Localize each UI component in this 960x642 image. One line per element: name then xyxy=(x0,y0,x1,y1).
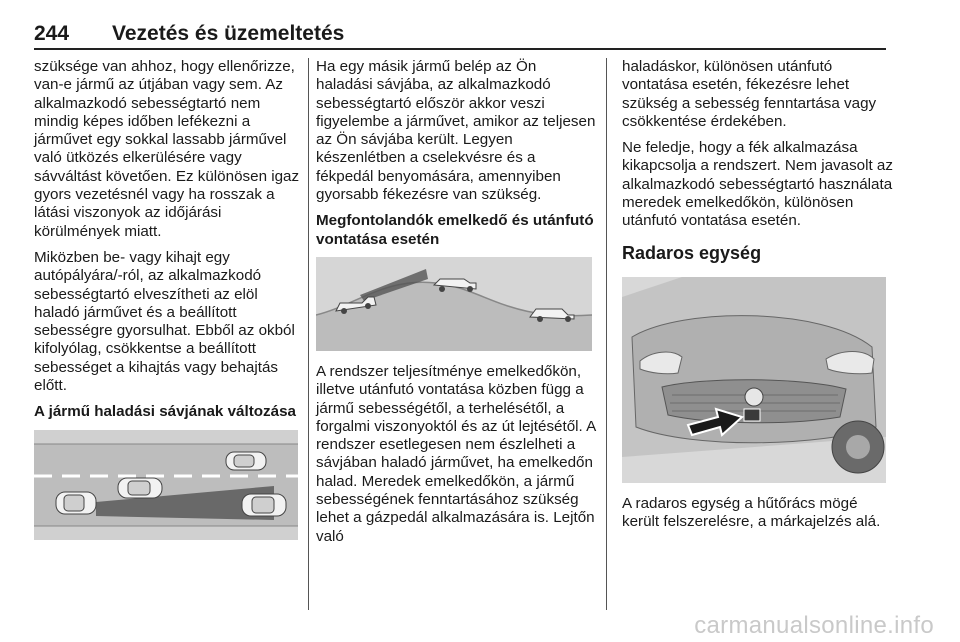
car-merging-icon xyxy=(118,478,162,498)
paragraph: Ne feledje, hogy a fék alkalmazása kikapcsolja a rendszert. Nem javasolt az alkalmazkodó sebességtartó használata meredek emelkedőkön, különösen utánfutó vontatása esetén. xyxy=(622,139,893,230)
page-header xyxy=(34,18,886,48)
paragraph: A radaros egység a hűtőrács mögé került felszerelésre, a márkajelzés alá. xyxy=(622,494,881,530)
header-divider xyxy=(34,48,886,50)
paragraph: szüksége van ahhoz, hogy ellenőrizze, van-e jármű az útjában vagy sem. Az alkalmazkodó sebességtartó nem mindig képes időben lefékezni a járművet egy sokkal lassabb járművel való ütközés elkerülésére vagy sávváltást követően. Ez különösen igaz gyors vezetésnél vagy ha rosszak a látási viszonyok az időjárási körülmények miatt. xyxy=(34,58,300,240)
page-number: 244 xyxy=(34,22,70,45)
car-own-icon xyxy=(56,492,96,514)
radar-unit-illustration xyxy=(622,277,886,483)
subheading-hills-trailer: Megfontolandók emelkedő és utánfutó vontatása esetén xyxy=(316,212,594,248)
column-left xyxy=(34,58,300,552)
column-right xyxy=(622,58,894,539)
lane-change-illustration xyxy=(34,430,298,540)
paragraph: A rendszer teljesítménye emelkedőkön, illetve utánfutó vontatása közben függ a jármű sebességétől, a terhelésétől, a forgalmi viszonyoktól és az út lejtésétől. A rendszer esetlegesen nem észlelheti a sávjában haladó járművet, ha emelkedőn halad. Meredek emelkedőkön, a jármű sebességének fenntartásához szükség lehet a gázpedál alkalmazására is. Lejtőn való xyxy=(316,362,596,545)
paragraph: Miközben be- vagy kihajt egy autópályára/-ról, az alkalmazkodó sebességtartó elveszítheti az elöl haladó járművet és a beállított sebességre gyorsulhat. Ebből az okból kifolyólag, csökkentse a beállított sebességet a kihajtás vagy behajtás előtt. xyxy=(34,248,295,395)
hill-illustration xyxy=(316,257,592,351)
column-divider xyxy=(308,58,309,610)
column-middle xyxy=(316,58,596,554)
brand-emblem-icon xyxy=(745,388,763,406)
section-title: Vezetés és üzemeltetés xyxy=(112,22,345,45)
column-divider xyxy=(606,58,607,610)
paragraph: Ha egy másik jármű belép az Ön haladási sávjába, az alkalmazkodó sebességtartó először akkor veszi figyelembe a járművet, amikor az teljesen az Ön sávjába került. Legyen készenlétben a cselekvésre és a fékpedál benyomására, amennyiben gyorsabb fékezésre van szükség. xyxy=(316,58,596,204)
subheading-lane-change: A jármű haladási sávjának változása xyxy=(34,403,296,421)
paragraph: haladáskor, különösen utánfutó vontatása esetén, fékezésre lehet szükség a sebesség fenntartása vagy csökkentése érdekében. xyxy=(622,58,877,130)
radar-sensor-marker xyxy=(744,409,760,421)
car-far-icon xyxy=(226,452,266,470)
watermark: carmanualsonline.info xyxy=(694,612,934,639)
heading-radar-unit: Radaros egység xyxy=(622,242,762,263)
car-ahead-icon xyxy=(242,494,286,516)
